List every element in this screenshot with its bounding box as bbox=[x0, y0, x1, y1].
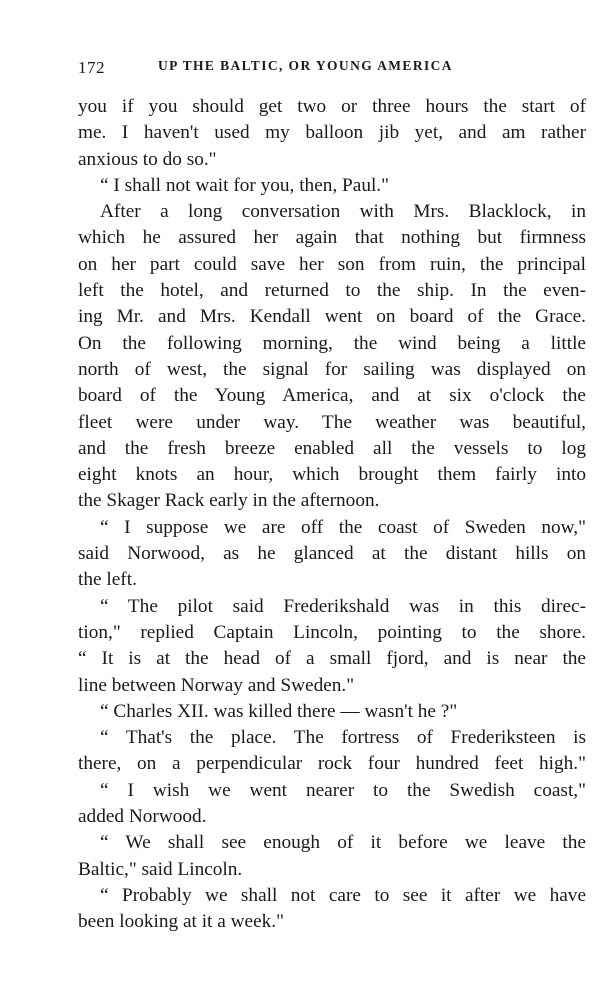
text-line: On the following morning, the wind being a little bbox=[78, 332, 586, 354]
text-line: you if you should get two or three hours the start of bbox=[78, 96, 586, 117]
running-header bbox=[78, 52, 586, 82]
text-line: added Norwood. bbox=[78, 806, 207, 828]
text-line: fleet were under way. The weather was beautiful, bbox=[78, 411, 586, 433]
text-line: north of west, the signal for sailing was displayed on bbox=[78, 358, 586, 380]
text-line: me. I haven't used my balloon jib yet, and am rather bbox=[78, 122, 586, 144]
body-text bbox=[78, 94, 586, 936]
text-line: on her part could save her son from ruin, the principal bbox=[78, 253, 586, 275]
text-line: “ Charles XII. was killed there — wasn't he ?" bbox=[100, 700, 458, 722]
text-line: “ We shall see enough of it before we leave the bbox=[100, 832, 586, 854]
text-line: there, on a perpendicular rock four hundred feet high." bbox=[78, 753, 586, 775]
text-line: After a long conversation with Mrs. Blacklock, in bbox=[100, 201, 586, 223]
text-line: ing Mr. and Mrs. Kendall went on board of the Grace. bbox=[78, 306, 586, 328]
text-line: the left. bbox=[78, 569, 137, 591]
text-line: left the hotel, and returned to the ship. In the even- bbox=[78, 280, 586, 302]
text-line: “ It is at the head of a small fjord, and is near the bbox=[78, 648, 586, 670]
text-line: “ That's the place. The fortress of Frederiksteen is bbox=[100, 727, 586, 749]
text-line: and the fresh breeze enabled all the vessels to log bbox=[78, 437, 586, 459]
text-line: been looking at it a week." bbox=[78, 911, 284, 933]
text-line: which he assured her again that nothing but firmness bbox=[78, 227, 586, 249]
text-line: “ Probably we shall not care to see it after we have bbox=[100, 884, 586, 906]
text-line: said Norwood, as he glanced at the distant hills on bbox=[78, 543, 586, 565]
text-line: “ I shall not wait for you, then, Paul." bbox=[100, 174, 390, 196]
text-line: line between Norway and Sweden." bbox=[78, 674, 355, 696]
running-title: UP THE BALTIC, OR YOUNG AMERICA bbox=[158, 58, 453, 73]
text-line: board of the Young America, and at six o'clock the bbox=[78, 385, 586, 407]
text-line: anxious to do so." bbox=[78, 148, 217, 170]
text-line: “ The pilot said Frederikshald was in this direc- bbox=[100, 595, 586, 617]
text-line: “ I suppose we are off the coast of Sweden now," bbox=[100, 516, 586, 538]
text-line: Baltic," said Lincoln. bbox=[78, 858, 243, 880]
page-number: 172 bbox=[78, 58, 105, 77]
text-line: eight knots an hour, which brought them fairly into bbox=[78, 464, 586, 486]
text-line: tion," replied Captain Lincoln, pointing to the shore. bbox=[78, 621, 586, 643]
text-line: “ I wish we went nearer to the Swedish coast," bbox=[100, 779, 586, 801]
book-page bbox=[78, 52, 586, 936]
text-line: the Skager Rack early in the afternoon. bbox=[78, 490, 380, 512]
